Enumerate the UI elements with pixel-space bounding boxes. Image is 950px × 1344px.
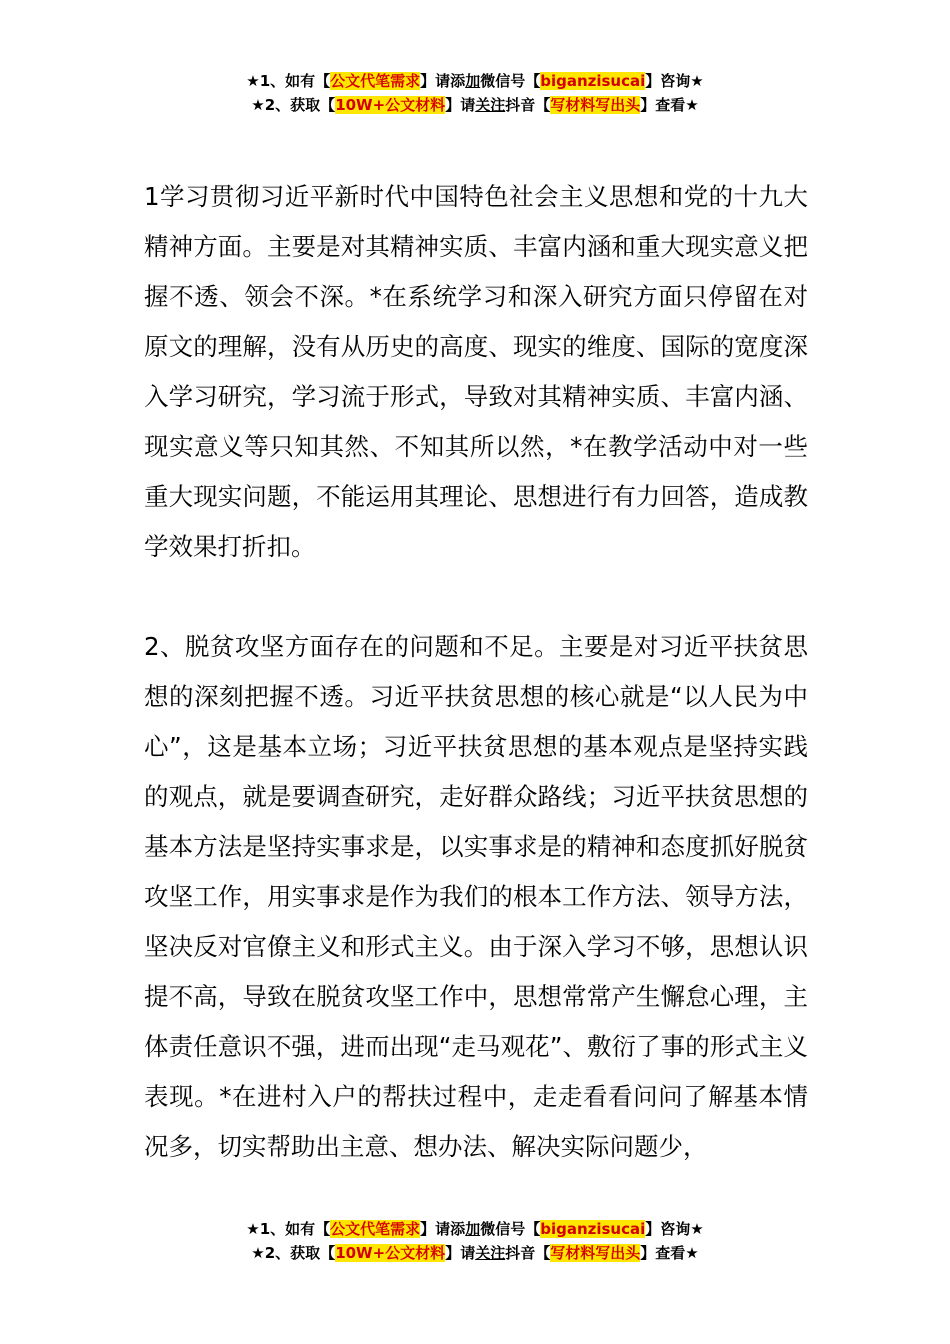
banner-line-1: ★1、如有【公文代笔需求】请添加微信号【biganzisucai】咨询★ xyxy=(246,72,704,90)
document-body xyxy=(144,172,808,1172)
paragraph-2: 2、脱贫攻坚方面存在的问题和不足。主要是对习近平扶贫思想的深刻把握不透。习近平扶贫思想的核心就是“以人民为中心”，这是基本立场；习近平扶贫思想的基本观点是坚持实践的观点，就是要调查研究，走好群众路线；习近平扶贫思想的基本方法是坚持实事求是，以实事求是的精神和态度抓好脱贫攻坚工作，用实事求是作为我们的根本工作方法、领导方法，坚决反对官僚主义和形式主义。由于深入学习不够，思想认识提不高，导致在脱贫攻坚工作中，思想常常产生懈怠心理，主体责任意识不强，进而出现“走马观花”、敷衍了事的形式主义表现。*在进村入户的帮扶过程中，走走看看问问了解基本情况多，切实帮助出主意、想办法、解决实际问题少， xyxy=(144,632,808,1161)
footer-banner xyxy=(0,1217,950,1265)
banner-line-2: ★2、获取【10W+公文材料】请关注抖音【写材料写出头】查看★ xyxy=(251,1244,699,1262)
paragraph-1: 1学习贯彻习近平新时代中国特色社会主义思想和党的十九大精神方面。主要是对其精神实质、丰富内涵和重大现实意义把握不透、领会不深。*在系统学习和深入研究方面只停留在对原文的理解，没有从历史的高度、现实的维度、国际的宽度深入学习研究，学习流于形式，导致对其精神实质、丰富内涵、现实意义等只知其然、不知其所以然，*在教学活动中对一些重大现实问题，不能运用其理论、思想进行有力回答，造成教学效果打折扣。 xyxy=(144,182,808,561)
banner-line-2: ★2、获取【10W+公文材料】请关注抖音【写材料写出头】查看★ xyxy=(251,96,699,114)
highlight-service: 公文代笔需求 xyxy=(330,72,421,90)
highlight-wechat-id: biganzisucai xyxy=(540,72,646,90)
highlight-wechat-id: biganzisucai xyxy=(540,1220,646,1238)
highlight-douyin-account: 写材料写出头 xyxy=(550,1244,641,1262)
banner-line-1: ★1、如有【公文代笔需求】请添加微信号【biganzisucai】咨询★ xyxy=(246,1220,704,1238)
highlight-materials: 10W+公文材料 xyxy=(335,96,446,114)
highlight-douyin-account: 写材料写出头 xyxy=(550,96,641,114)
highlight-materials: 10W+公文材料 xyxy=(335,1244,446,1262)
header-banner xyxy=(0,69,950,117)
highlight-service: 公文代笔需求 xyxy=(330,1220,421,1238)
